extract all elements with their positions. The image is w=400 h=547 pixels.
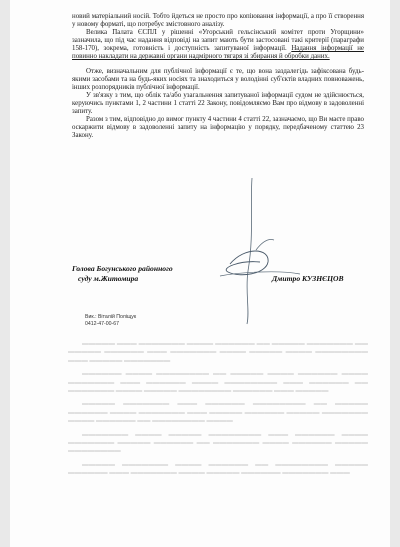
paragraph-2 [72, 29, 364, 61]
signatory-title-line1: Голова Богунського районного [72, 264, 173, 273]
paragraph-2-text: Велика Палата ЄСПЛ у рішенні «Угорський гельсінський комітет проти Угорщини» зазначила, що під час надання відповіді на запит мають бути застосовані такі критерії (параграфи 158-170), зокрема, готовність і доступність запитуваної інформації. [72, 29, 364, 53]
paragraph-3: Отже, визначальним для публічної інформації є те, що вона заздалегідь зафіксована будь-якими засобами та на будь-яких носіях та знаходиться у володінні суб'єктів владних повноважень, інших розпорядників публічної інформації. [72, 67, 364, 91]
paragraph-4: У зв'язку з тим, що облік та/або узагальнення запитуваної інформації судом не здійснюється, керуючись пунктами 1, 2 частини 1 статті 22 Закону, повідомляємо Вам про відмову в задоволенні запиту. [72, 91, 364, 116]
paragraph-5: Разом з тим, відповідно до вимог пункту 4 частини 4 статті 22, зазначаємо, що Ви маєте право оскаржити відмову в задоволенні запиту на інформацію у порядку, передбаченому статтею 23 Закону. [72, 116, 364, 140]
signatory-title [72, 264, 173, 283]
bleed-through: ▬▬▬▬▬ ▬▬▬ ▬▬▬▬▬▬▬ ▬▬▬▬ ▬▬▬▬▬▬ ▬▬ ▬▬▬▬▬ ▬▬▬▬▬▬▬ ▬▬ ▬▬▬▬▬ ▬▬▬▬▬▬ ▬▬▬ ▬▬▬▬▬▬▬ ▬▬▬▬ ▬▬▬▬▬ ▬▬▬▬ ▬▬▬▬▬▬▬▬ ▬▬▬ ▬▬▬▬▬ ▬▬▬▬▬▬▬ ▬▬▬▬▬▬ ▬▬▬▬ ▬▬▬▬▬▬▬▬ ▬▬ ▬▬▬▬▬ ▬▬▬▬ ▬▬▬▬▬▬ ▬▬▬▬ ▬▬▬▬▬▬▬ ▬▬▬ ▬▬▬▬▬▬ ▬▬▬▬ ▬▬▬▬▬▬▬▬ ▬▬▬ ▬▬▬▬▬▬ ▬▬ ▬▬▬▬▬▬▬ ▬▬▬▬ ▬▬▬▬▬ ▬▬▬▬▬▬▬▬ ▬▬▬▬▬▬ ▬▬▬ ▬▬▬▬▬ ▬▬▬▬▬ ▬▬▬▬▬▬▬ ▬▬▬ ▬▬▬▬▬▬ ▬▬▬▬▬▬▬▬ ▬▬ ▬▬▬▬▬ ▬▬▬▬▬▬ ▬▬▬▬ ▬▬▬▬▬▬▬ ▬▬▬ ▬▬▬▬▬ ▬▬▬▬▬▬ ▬▬▬▬▬ ▬▬▬▬▬▬▬ ▬▬▬▬ ▬▬▬▬▬▬ ▬▬ ▬▬▬▬▬▬▬▬ ▬▬▬▬ ▬▬▬▬▬▬▬ ▬▬▬▬ ▬▬▬▬▬ ▬▬▬▬▬▬▬▬ ▬▬▬ ▬▬▬▬▬▬ ▬▬▬▬ ▬▬▬▬▬▬▬ ▬▬▬▬▬ ▬▬▬▬▬▬ ▬▬ ▬▬▬▬▬▬▬ ▬▬▬▬ ▬▬▬▬▬▬ ▬▬▬▬▬ ▬▬▬▬▬▬▬▬ ▬▬▬▬▬ ▬▬▬▬▬▬▬ ▬▬▬▬ ▬▬▬▬▬▬ ▬▬ ▬▬▬▬▬▬▬▬ ▬▬▬▬▬ ▬▬▬▬▬▬ ▬▬▬ ▬▬▬▬▬▬▬ ▬▬▬▬ ▬▬▬▬▬ ▬▬▬▬▬▬ ▬▬▬▬▬▬▬ ▬▬▬ [68, 340, 368, 477]
executor-phone: 0412-47-00-67 [85, 321, 120, 327]
paragraph-1: новий матеріальний носій. Тобто йдеться не просто про копіювання інформації, а про її створення у новому форматі, що потребує змістовного аналізу. [72, 13, 364, 29]
signatory-name: Дмитро КУЗНЄЦОВ [272, 274, 344, 283]
signatory-title-line2: суду м.Житомира [78, 273, 139, 283]
executor-info [85, 314, 136, 328]
executor-name: Вик.: Віталій Поліщук [85, 314, 137, 320]
paragraph-2-underlined: Надання інформації не повинно накладати на державні органи надмірного тягаря зі збирання й обробки даних. [72, 45, 364, 61]
document-page [10, 0, 390, 547]
body-text [72, 13, 364, 140]
handwritten-signature [190, 176, 310, 326]
